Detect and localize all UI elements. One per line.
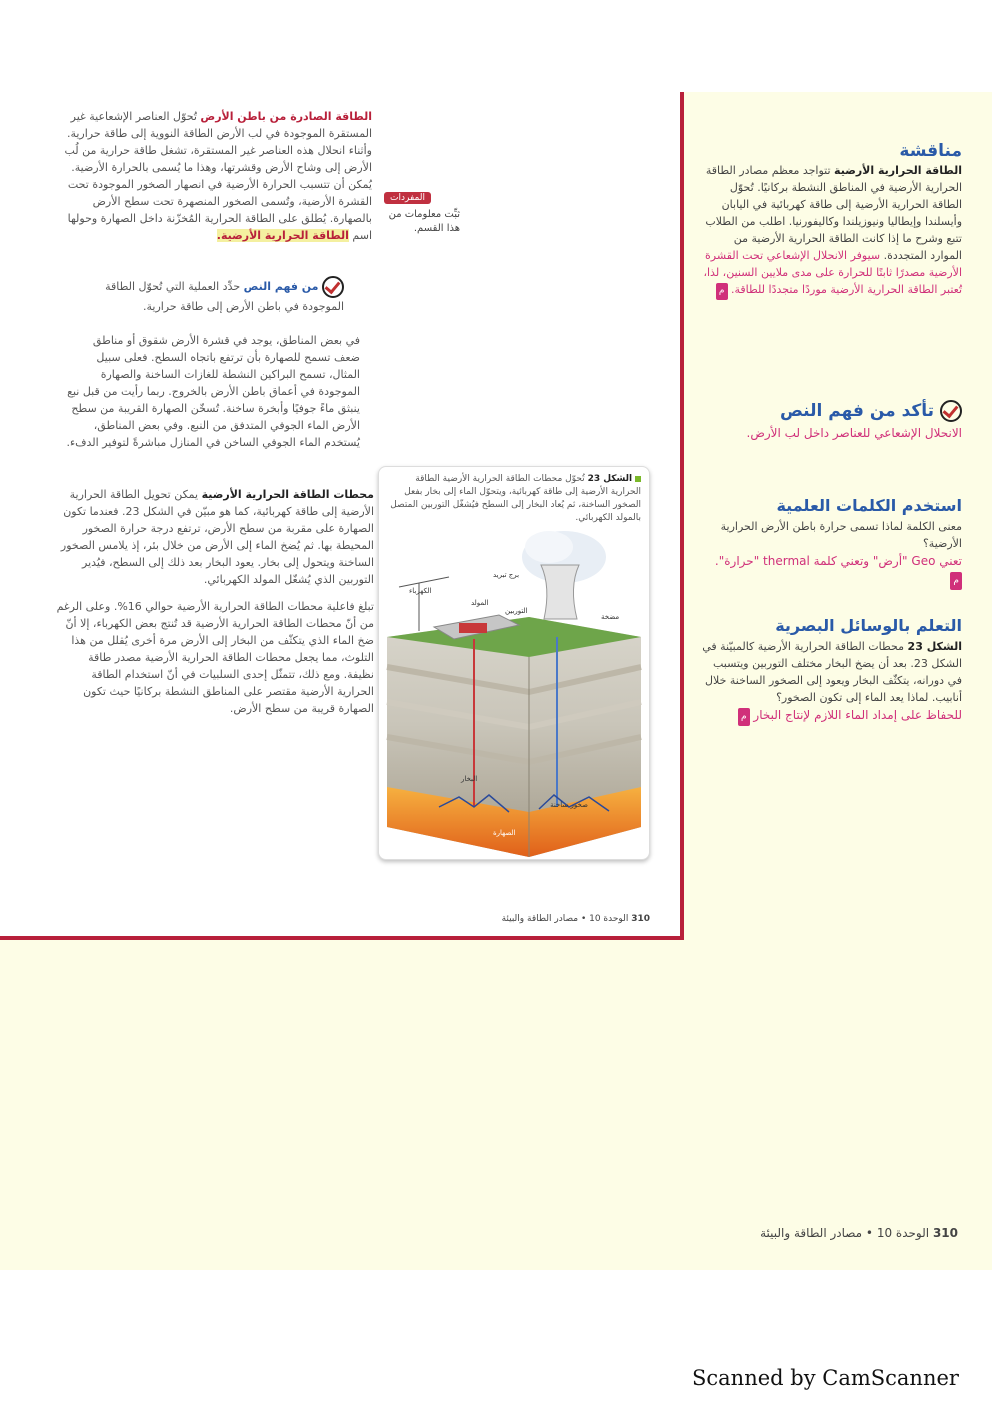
discussion-section — [700, 140, 962, 300]
answer-tag: م — [950, 572, 962, 590]
figure-23 — [378, 466, 650, 860]
label-steam: البخار — [461, 775, 478, 783]
visual-learning-figure-ref: الشكل 23 — [907, 640, 962, 653]
label-generator: المولد — [471, 599, 489, 607]
figure-caption — [389, 473, 641, 525]
check-text-section — [700, 398, 962, 442]
inner-page-footer: 310 الوحدة 10 • مصادر الطاقة والبيئة — [501, 914, 650, 924]
label-pump: مضخة — [601, 613, 620, 621]
visual-learning-answer: للحفاظ على إمداد الماء اللازم لإنتاج البخار — [753, 708, 962, 722]
figure-number: الشكل 23 — [587, 474, 633, 484]
check-understanding-box — [76, 276, 344, 315]
science-words-heading: استخدم الكلمات العلمية — [776, 496, 962, 515]
label-magma: الصهارة — [493, 829, 516, 837]
paragraph-efficiency: تبلغ فاعلية محطات الطاقة الحرارية الأرضية حوالي 16%. وعلى الرغم من أنّ محطات الطاقة الحرارية الأرضية قد تُنتج بعض الكهرباء، إلا أنّ ضخ الماء الذي يتكثّف من البخار إلى الأرض مرة أخرى يُقلل من هذا التلوث، مما يجعل محطات الطاقة الحرارية الأرضية مصدر طاقة نظيفة. ومع ذلك، تتمثّل إحدى السلبيات في أنّ استخدام الطاقة الحرارية الأرضية مقتصر على المناطق النشطة بركانيًا حيث تكون الصهارة قريبة من سطح الأرض. — [56, 600, 374, 715]
checkmark-icon — [940, 400, 962, 422]
outer-page-footer: 310 الوحدة 10 • مصادر الطاقة والبيئة — [760, 1226, 958, 1240]
check-heading: من فهم النص — [243, 280, 319, 293]
paragraph-heading: محطات الطاقة الحرارية الأرضية — [201, 488, 374, 501]
paragraph-heading: الطاقة الصادرة من باطن الأرض — [200, 110, 372, 123]
discussion-answer: سيوفر الانحلال الإشعاعي تحت القشرة الأرضية مصدرًا ثابتًا للحرارة على مدى ملايين السنين، لذا، تُعتبر الطاقة الحرارية الأرضية موردًا متجددًا للطاقة. — [703, 249, 962, 296]
vocabulary-tag: المفردات — [384, 192, 431, 204]
science-words-question: معنى الكلمة لماذا تسمى حرارة باطن الأرض الحرارية الأرضية؟ — [720, 520, 962, 550]
paragraph-power-plants — [56, 486, 374, 588]
unit-title: مصادر الطاقة والبيئة — [760, 1226, 863, 1240]
page-number: 310 — [631, 914, 650, 924]
check-answer: الانحلال الإشعاعي للعناصر داخل لب الأرض. — [746, 426, 962, 440]
discussion-subheading: الطاقة الحرارية الأرضية — [834, 164, 962, 177]
page-number: 310 — [932, 1226, 958, 1240]
checkmark-icon — [322, 276, 344, 298]
sidebar-note: ثبِّت معلومات من هذا القسم. — [388, 209, 460, 234]
visual-learning-heading: التعلم بالوسائل البصرية — [775, 616, 962, 635]
unit-title: مصادر الطاقة والبيئة — [501, 914, 579, 924]
paragraph-hot-springs: في بعض المناطق، يوجد في قشرة الأرض شقوق أو مناطق ضعف تسمح للصهارة بأن ترتفع باتجاه السطح. فعلى سبيل المثال، تسمح البراكين النشطة للغازات الساخنة والصهارة الموجودة في أعماق باطن الأرض بالخروج. ربما رأيت من قبل نبع ينبثق ماءً جوفيًا وأبخرة ساخنة. تُسخّن الصهارة القريبة من سطح الأرض الماء الجوفي المتدفق من النبع. وفي بعض المناطق، يُستخدم الماء الجوفي الساخن في المنازل مباشرةً لتوفير الدفء. — [66, 334, 360, 449]
answer-tag: م — [716, 283, 728, 300]
key-term: الطاقة الحرارية الأرضية. — [216, 229, 349, 242]
scanner-watermark: Scanned by CamScanner — [692, 1366, 959, 1390]
visual-learning-text: محطات الطاقة الحرارية الأرضية كالمبيّنة في الشكل 23. بعد أن يضخ البخار مختلف التوربين ويتسبب في دورانه، يتكثّف البخار ويعود إلى الصخور الساخنة خلال أنابيب. لماذا يعد الماء إلى تكون الصخور؟ — [702, 640, 962, 704]
paragraph-earth-energy — [64, 108, 372, 244]
discussion-heading: مناقشة — [899, 141, 962, 161]
science-words-answer: تعني Geo "أرض" وتعني كلمة thermal "حرارة". — [714, 554, 962, 568]
check-question: حدِّد العملية التي تُحوّل الطاقة الموجودة في باطن الأرض إلى طاقة حرارية. — [105, 280, 344, 313]
figure-caption-text: تُحوّل محطات الطاقة الحرارية الأرضية الطاقة الحرارية الأرضية إلى طاقة كهربائية، ويتحوّل الماء إلى بخار بفعل الصخور الساخنة، ثم يُعاد البخار إلى السطح فيُشغّل التوربين المتصل بالمولد الكهربائي. — [390, 474, 641, 523]
bullet-icon — [635, 476, 641, 482]
label-electricity: الكهرباء — [409, 587, 432, 595]
paragraph-text: يمكن تحويل الطاقة الحرارية الأرضية إلى طاقة كهربائية، كما هو مبيّن في الشكل 23. فعندما تكون الصهارة على مقربة من سطح الأرض، ترتفع درجة حرارة الصخور المحيطة بها. ثم يُضخ الماء إلى الأرض من خلال بئر، إذ يلامس الصخور الساخنة ويتحول إلى بخار. يعود البخار بعد ذلك إلى السطح، فيُدير التوربين الذي يُشغّل المولد الكهربائي. — [60, 488, 374, 586]
discussion-text: تتواجد معظم مصادر الطاقة الحرارية الأرضية في المناطق النشطة بركانيًا. تُحوّل الطاقة الحرارية الأرضية إلى طاقة كهربائية في اليابان وأيسلندا وإيطاليا ونيوزيلندا وكاليفورنيا. اطلب من الطلاب تتبع وشرح ما إذا كانت الطاقة الحرارية الأرضية من الموارد المتجددة. — [705, 164, 962, 262]
paragraph-text: تُحوّل العناصر الإشعاعية غير المستقرة الموجودة في لب الأرض الطاقة النووية إلى طاقة حرارية. وأثناء انحلال هذه العناصر غير المستقرة، تشغل طاقة حرارية من لُب الأرض إلى وشاح الأرض وقشرتها، وهذا ما يُسمى بالحرارة الأرضية. يُمكن أن تتسبب الحرارة الأرضية في انصهار الصخور الموجودة تحت القشرة الأرضية، وتُسمى الصخور المنصهرة تحت سطح الأرض بالصهارة. يُطلق على الطاقة الحرارية المُخزّنة داخل الصهارة وحولها اسم — [64, 110, 372, 242]
label-turbine: التوربين — [505, 607, 528, 615]
label-cooling-tower: برج تبريد — [493, 571, 520, 579]
science-words-section — [700, 494, 962, 590]
label-hot-rocks: صخور ساخنة — [550, 801, 588, 809]
unit-label: الوحدة 10 — [589, 914, 629, 924]
check-heading: تأكد من فهم النص — [779, 401, 935, 421]
answer-tag: م — [738, 708, 750, 726]
visual-learning-section — [700, 614, 962, 726]
unit-label: الوحدة 10 — [876, 1226, 930, 1240]
